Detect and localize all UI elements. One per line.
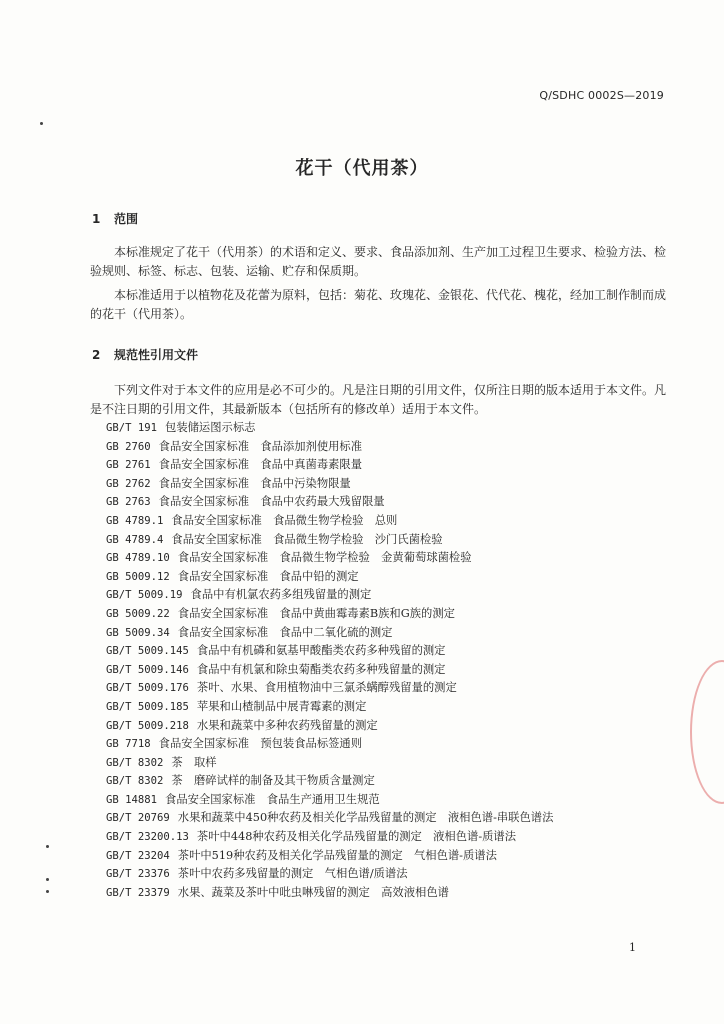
reference-code: GB/T 5009.218 [106,719,189,732]
reference-item [106,884,676,903]
reference-title: 食品安全国家标准 食品生产通用卫生规范 [165,792,380,806]
reference-code: GB 4789.10 [106,552,170,565]
reference-title: 食品中有机氯农药多组残留量的测定 [190,588,372,602]
reference-title: 食品安全国家标准 食品中二氧化硫的测定 [177,625,393,639]
reference-code: GB/T 5009.185 [106,700,189,713]
reference-title: 茶叶中519种农药及相关化学品残留量的测定 气相色谱-质谱法 [177,848,497,862]
reference-title: 茶叶中农药多残留量的测定 气相色谱/质谱法 [177,867,408,881]
reference-code: GB 2760 [106,440,151,453]
reference-code: GB/T 8302 [106,775,164,788]
reference-code: GB 7718 [106,738,151,751]
reference-title: 茶叶中448种农药及相关化学品残留量的测定 液相色谱-质谱法 [196,830,517,844]
reference-item [106,419,676,438]
reference-item [106,549,676,568]
reference-code: GB/T 23200.13 [106,831,189,844]
reference-code: GB 4789.1 [106,514,164,527]
document-title: 花干（代用茶） [295,158,429,179]
reference-code: GB/T 23204 [106,849,170,862]
section-heading-normative-references [92,346,198,363]
reference-title: 水果、蔬菜及茶叶中吡虫啉残留的测定 高效液相色谱 [177,885,449,899]
reference-title: 茶叶、水果、食用植物油中三氯杀螨醇残留量的测定 [196,681,457,695]
reference-item [106,438,676,457]
reference-title: 食品安全国家标准 食品微生物学检验 金黄葡萄球菌检验 [177,551,472,565]
reference-code: GB 2761 [106,459,151,472]
section-number: 2 [92,348,101,362]
reference-code: GB/T 191 [106,422,158,434]
reference-item [106,828,676,847]
reference-code: GB/T 5009.145 [106,645,189,658]
reference-title: 食品安全国家标准 食品微生物学检验 总则 [171,513,398,527]
reference-code: GB 2762 [106,477,151,490]
reference-item [106,847,676,866]
reference-list [106,419,676,902]
reference-item [106,791,676,810]
section-heading-scope [92,210,138,227]
scan-speck [40,122,43,125]
scan-speck [46,878,49,881]
reference-title: 食品安全国家标准 预包装食品标签通则 [158,737,363,751]
reference-item [106,475,676,494]
reference-code: GB/T 20769 [106,812,170,825]
reference-title: 水果和蔬菜中多种农药残留量的测定 [196,718,378,732]
reference-code: GB 4789.4 [106,533,164,546]
section-title: 规范性引用文件 [114,348,199,362]
section-title: 范围 [114,212,139,226]
reference-code: GB/T 5009.146 [106,663,189,676]
reference-code: GB 5009.34 [106,626,170,639]
reference-item [106,568,676,587]
reference-item [106,531,676,550]
reference-code: GB 5009.22 [106,607,170,620]
reference-code: GB/T 8302 [106,756,164,769]
reference-title: 食品中有机磷和氨基甲酸酯类农药多种残留的测定 [196,644,446,658]
section-number: 1 [92,212,101,226]
scope-paragraph-2: 本标准适用于以植物花及花蕾为原料，包括：菊花、玫瑰花、金银花、代代花、槐花，经加工制作制而成的花干（代用茶）。 [90,288,667,321]
reference-code: GB 5009.12 [106,570,170,583]
reference-title: 食品安全国家标准 食品添加剂使用标准 [158,439,363,453]
reference-title: 苹果和山楂制品中展青霉素的测定 [196,699,367,713]
reference-code: GB/T 23376 [106,868,170,881]
reference-title: 食品安全国家标准 食品中污染物限量 [158,476,351,490]
reference-item [106,698,676,717]
reference-item [106,642,676,661]
reference-item [106,772,676,791]
reference-title: 茶 磨碎试样的制备及其干物质含量测定 [171,774,375,788]
reference-item [106,456,676,475]
reference-item [106,624,676,643]
reference-item [106,512,676,531]
reference-item [106,754,676,773]
reference-code: GB/T 5009.176 [106,682,189,695]
reference-code: GB/T 5009.19 [106,589,183,602]
reference-item [106,809,676,828]
page-number: 1 [629,941,636,954]
reference-title: 食品安全国家标准 食品中农药最大残留限量 [158,495,385,509]
reference-item [106,865,676,884]
scan-speck [46,845,49,848]
reference-code: GB 14881 [106,793,158,806]
standard-code: Q/SDHC 0002S—2019 [539,89,664,102]
reference-title: 水果和蔬菜中450种农药及相关化学品残留量的测定 液相色谱-串联色谱法 [177,811,554,825]
reference-item [106,493,676,512]
reference-title: 食品安全国家标准 食品微生物学检验 沙门氏菌检验 [171,532,443,546]
reference-code: GB/T 23379 [106,886,170,899]
reference-item [106,661,676,680]
reference-title: 茶 取样 [171,755,217,769]
reference-item [106,735,676,754]
reference-item [106,605,676,624]
reference-title: 食品中有机氯和除虫菊酯类农药多种残留量的测定 [196,662,446,676]
references-intro-paragraph: 下列文件对于本文件的应用是必不可少的。凡是注日期的引用文件，仅所注日期的版本适用于本文件。凡是不注日期的引用文件，其最新版本（包括所有的修改单）适用于本文件。 [90,383,667,416]
reference-title: 食品安全国家标准 食品中真菌毒素限量 [158,458,363,472]
reference-title: 食品安全国家标准 食品中铅的测定 [177,569,359,583]
scan-speck [46,890,49,893]
reference-item [106,586,676,605]
reference-title: 包装储运图示标志 [165,421,256,434]
reference-item [106,717,676,736]
seal-stamp-edge [690,660,724,804]
reference-title: 食品安全国家标准 食品中黄曲霉毒素B族和G族的测定 [177,606,455,620]
scope-paragraph-1: 本标准规定了花干（代用茶）的术语和定义、要求、食品添加剂、生产加工过程卫生要求、检验方法、检验规则、标签、标志、包装、运输、贮存和保质期。 [90,245,667,278]
reference-code: GB 2763 [106,496,151,509]
reference-item [106,679,676,698]
